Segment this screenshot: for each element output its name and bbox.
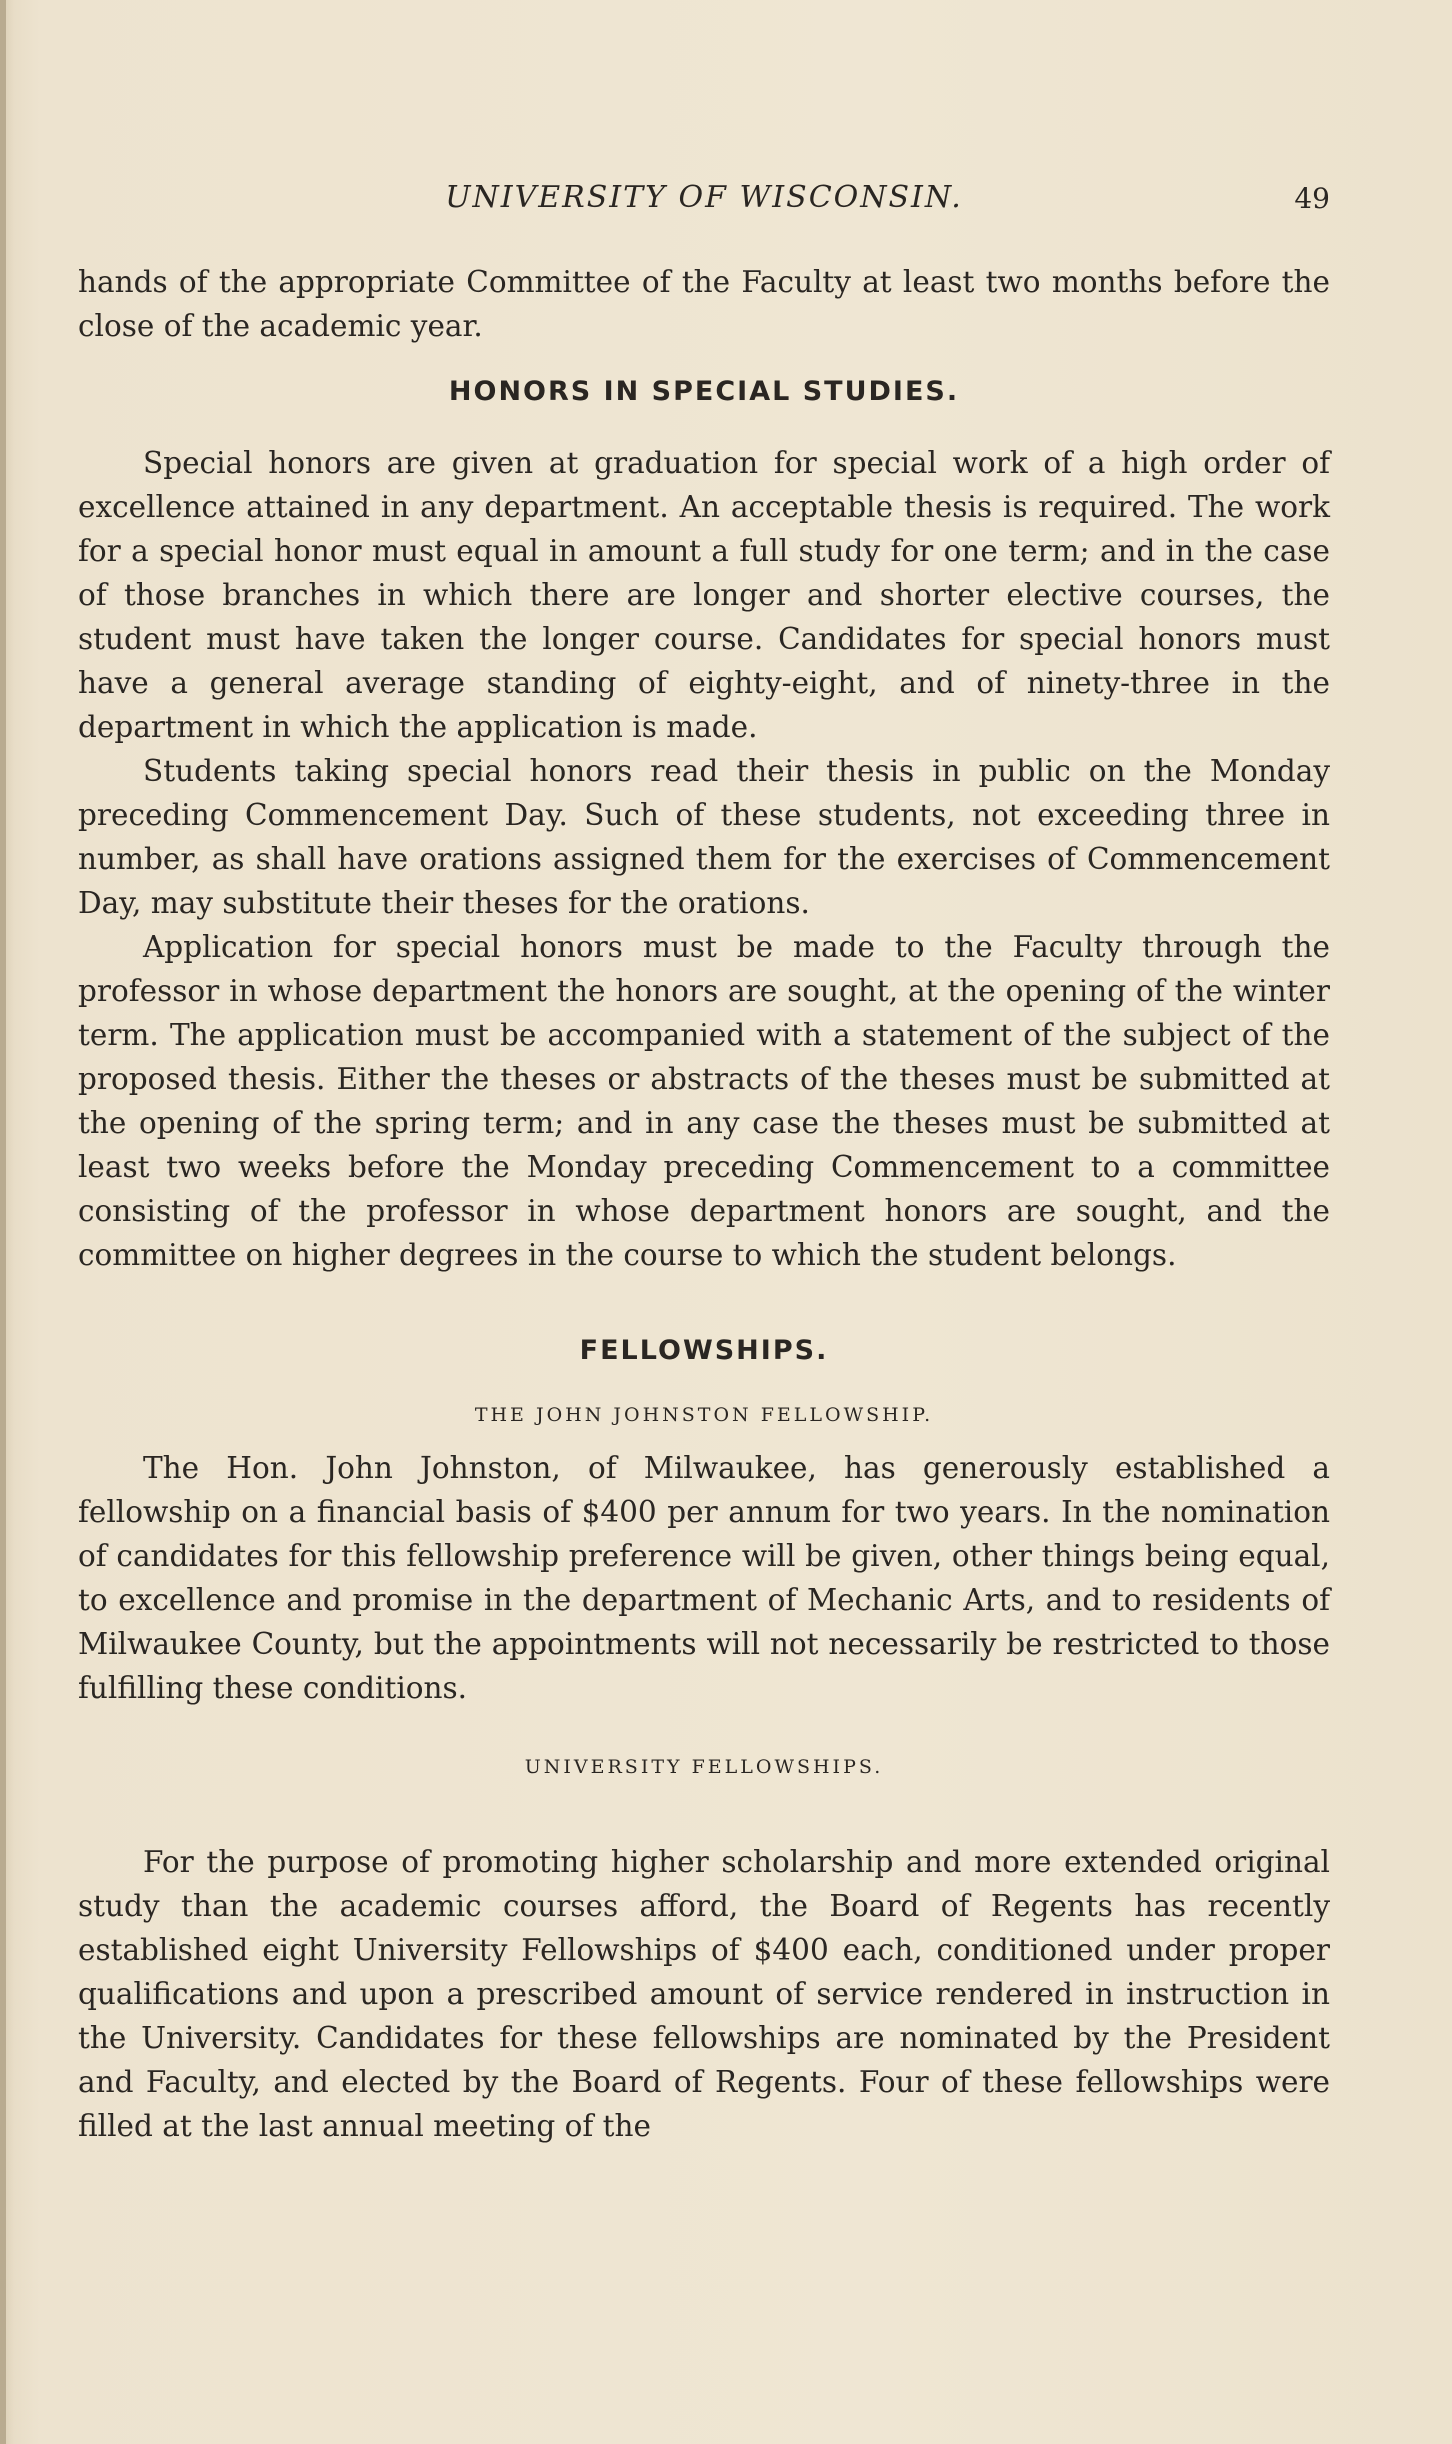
page-body	[78, 260, 1330, 2148]
running-title: UNIVERSITY OF WISCONSIN.	[445, 180, 963, 215]
honors-paragraph-1: Special honors are given at graduation for special work of a high order of excellence attained in any department. An acceptable thesis is required. The work for a special honor must equal in amount a full study for one term; and in the case of those branches in which there are longer and shorter elective courses, the student must have taken the longer course. Candidates for special honors must have a general average standing of eighty-eight, and of ninety-three in the department in which the application is made.	[78, 446, 1330, 744]
page-number: 49	[1294, 182, 1330, 215]
university-fellowships-subheading: UNIVERSITY FELLOWSHIPS.	[524, 1756, 884, 1778]
honors-paragraph-2: Students taking special honors read their thesis in public on the Monday preceding Commencement Day. Such of these students, not exceeding three in number, as shall have orations assigned them for the exercises of Commencement Day, may substitute their theses for the orations.	[78, 754, 1330, 920]
honors-paragraph-3: Application for special honors must be made to the Faculty through the professor in whose department the honors are sought, at the opening of the winter term. The application must be accompanied with a statement of the subject of the proposed thesis. Either the theses or abstracts of the theses must be submitted at the opening of the spring term; and in any case the theses must be submitted at least two weeks before the Monday preceding Commencement to a committee consisting of the professor in whose department honors are sought, and the committee on higher degrees in the course to which the student belongs.	[78, 930, 1330, 1272]
page-header	[78, 180, 1330, 220]
johnston-fellowship-paragraph: The Hon. John Johnston, of Milwaukee, has generously established a fellowship on a financial basis of $400 per annum for two years. In the nomination of candidates for this fellowship preference will be given, other things being equal, to excellence and promise in the department of Mechanic Arts, and to residents of Milwaukee County, but the appointments will not necessarily be restricted to those fulfilling these conditions.	[78, 1451, 1330, 1705]
page-spine-edge	[0, 0, 6, 2444]
fellowships-heading: FELLOWSHIPS.	[579, 1335, 829, 1366]
johnston-fellowship-subheading: THE JOHN JOHNSTON FELLOWSHIP.	[474, 1404, 934, 1426]
continued-paragraph: hands of the appropriate Committee of the Faculty at least two months before the close of the academic year.	[78, 265, 1330, 343]
university-fellowships-paragraph: For the purpose of promoting higher scholarship and more extended original study than the academic courses afford, the Board of Regents has recently established eight University Fellowships of $400 each, conditioned under proper qualifications and upon a prescribed amount of service rendered in instruction in the University. Candidates for these fellowships are nominated by the President and Faculty, and elected by the Board of Regents. Four of these fellowships were filled at the last annual meeting of the	[78, 1845, 1330, 2143]
honors-heading: HONORS IN SPECIAL STUDIES.	[448, 376, 960, 407]
